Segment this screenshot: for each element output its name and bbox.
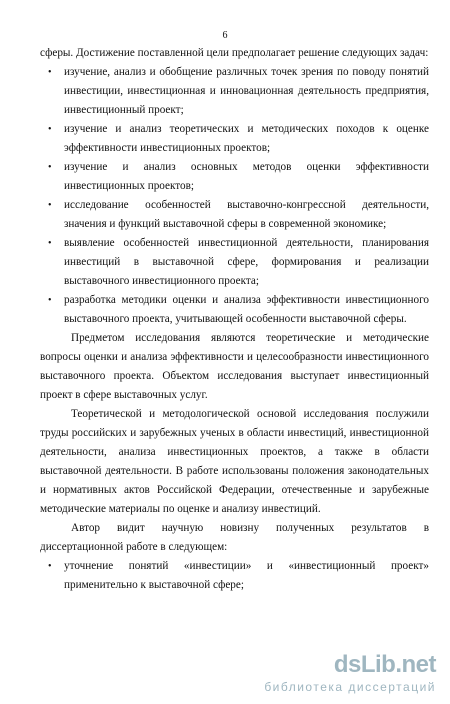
list-item bbox=[40, 120, 429, 158]
page-number: 6 bbox=[222, 30, 228, 41]
bullet-icon: • bbox=[48, 67, 52, 78]
intro-paragraph: сферы. Достижение поставленной цели предполагает решение следующих задач: bbox=[40, 47, 429, 59]
list-item-text: изучение и анализ теоретических и методических походов к оценке эффективности инвестиционных проектов; bbox=[64, 123, 429, 154]
list-item bbox=[40, 63, 429, 120]
basis-paragraph: Теоретической и методологической основой исследования послужили труды российских и зарубежных ученых в области инвестиций, инвестиционной деятельности, анализа инвестиционных проектов, а также в области выставочной деятельности. В работе использованы положения законодательных и нормативных актов Российской Федерации, отечественные и зарубежные методические материалы по оценке и анализу инвестиций. bbox=[40, 408, 429, 515]
watermark-tagline: библиотека диссертаций bbox=[264, 680, 436, 694]
list-item-text: исследование особенностей выставочно-конгрессной деятельности, значения и функций выставочной сферы в современной экономике; bbox=[64, 199, 429, 230]
bullet-icon: • bbox=[48, 162, 52, 173]
list-item bbox=[40, 291, 429, 329]
bullet-icon: • bbox=[48, 295, 52, 306]
list-item bbox=[40, 196, 429, 234]
subject-paragraph: Предметом исследования являются теоретические и методические вопросы оценки и анализа эффективности и целесообразности инвестиционного выставочного проекта. Объектом исследования выступает инвестиционный проект в сфере выставочных услуг. bbox=[40, 332, 429, 401]
novelty-list bbox=[40, 557, 429, 595]
tasks-list bbox=[40, 63, 429, 329]
novelty-paragraph: Автор видит научную новизну полученных результатов в диссертационной работе в следующем: bbox=[40, 522, 429, 553]
list-item bbox=[40, 234, 429, 291]
watermark bbox=[264, 652, 436, 694]
list-item bbox=[40, 557, 429, 595]
list-item-text: разработка методики оценки и анализа эффективности инвестиционного выставочного проекта, учитывающей особенности выставочной сферы. bbox=[64, 294, 429, 325]
watermark-logo: dsLib.net bbox=[333, 651, 436, 678]
list-item-text: изучение, анализ и обобщение различных точек зрения по поводу понятий инвестиции, инвестиционная и инновационная деятельность предприятия, инвестиционный проект; bbox=[64, 66, 429, 116]
list-item-text: выявление особенностей инвестиционной деятельности, планирования инвестиций в выставочной сфере, формирования и реализации выставочного инвестиционного проекта; bbox=[64, 237, 429, 287]
bullet-icon: • bbox=[48, 561, 52, 572]
list-item-text: уточнение понятий «инвестиции» и «инвестиционный проект» применительно к выставочной сфере; bbox=[64, 560, 429, 591]
text-block bbox=[40, 44, 429, 595]
bullet-icon: • bbox=[48, 200, 52, 211]
bullet-icon: • bbox=[48, 124, 52, 135]
list-item-text: изучение и анализ основных методов оценки эффективности инвестиционных проектов; bbox=[64, 161, 429, 192]
list-item bbox=[40, 158, 429, 196]
bullet-icon: • bbox=[48, 238, 52, 249]
